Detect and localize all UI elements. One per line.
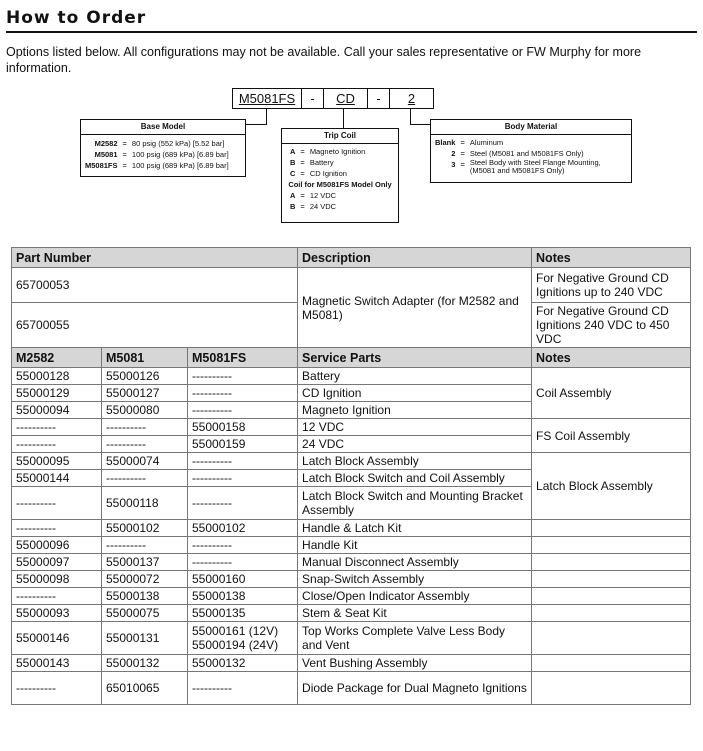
base-model-header: Base Model <box>81 120 245 135</box>
trip-coil-row: B = 24 VDC <box>290 202 337 211</box>
page-title: How to Order <box>6 8 147 28</box>
base-model-row: M2582 = 80 psig (552 kPa) [5.52 bar] <box>94 139 225 148</box>
body-material-header: Body Material <box>431 120 631 135</box>
table-subheader-row: M2582 M5081 M5081FS Service Parts Notes <box>12 348 691 368</box>
table-row: 55000098 55000072 55000160 Snap-Switch Assembly <box>12 571 691 588</box>
header-description: Description <box>298 248 532 268</box>
body-material-row: 3 = Steel Body with Steel Flange Mounting, (M5081 and M5081FS Only) <box>451 158 601 175</box>
table-row: 55000093 55000075 55000135 Stem & Seat Kit <box>12 605 691 622</box>
trip-coil-row: B = Battery <box>290 158 334 167</box>
table-row: 55000129 55000127 ---------- CD Ignition <box>12 385 691 402</box>
table-row: ---------- ---------- 55000158 12 VDC FS Coil Assembly <box>12 419 691 436</box>
code-coil: CD <box>323 88 368 109</box>
trip-coil-subheader: Coil for M5081FS Model Only <box>288 180 392 189</box>
body-material-box <box>430 119 632 183</box>
table-row: 55000096 ---------- ---------- Handle Kit <box>12 537 691 554</box>
connector-coil <box>343 109 344 128</box>
trip-coil-row: A = 12 VDC <box>290 191 337 200</box>
table-row: 55000144 ---------- ---------- Latch Block Switch and Coil Assembly <box>12 470 691 487</box>
table-row: ---------- 65010065 ---------- Diode Package for Dual Magneto Ignitions <box>12 672 691 705</box>
code-dash-2: - <box>367 88 390 109</box>
trip-coil-box <box>281 128 399 223</box>
body-material-row: Blank = Aluminum <box>435 138 504 147</box>
table-header-row <box>12 248 691 268</box>
table-row: ---------- 55000102 55000102 Handle & Latch Kit <box>12 520 691 537</box>
table-row: ---------- ---------- 55000159 24 VDC <box>12 436 691 453</box>
adapter-description: Magnetic Switch Adapter (for M2582 and M5081) <box>298 268 532 348</box>
title-divider <box>6 31 697 33</box>
table-row: 65700055 For Negative Ground CD Ignitions 240 VDC to 450 VDC <box>12 303 691 348</box>
code-dash-1: - <box>301 88 324 109</box>
table-row: 65700053 Magnetic Switch Adapter (for M2582 and M5081) For Negative Ground CD Ignitions up to 240 VDC <box>12 268 691 303</box>
header-part-number: Part Number <box>12 248 298 268</box>
body-material-row: 2 = Steel (M5081 and M5081FS Only) <box>451 149 584 158</box>
table-row: 55000143 55000132 55000132 Vent Bushing Assembly <box>12 655 691 672</box>
table-row: 55000094 55000080 ---------- Magneto Ignition <box>12 402 691 419</box>
intro-text: Options listed below. All configurations may not be available. Call your sales representative or FW Murphy for more information. <box>6 45 642 75</box>
base-model-row: M5081FS = 100 psig (689 kPa) [6.89 bar] <box>85 161 229 170</box>
base-model-row: M5081 = 100 psig (689 kPa) [6.89 bar] <box>94 150 229 159</box>
trip-coil-header: Trip Coil <box>282 129 398 144</box>
table-row: ---------- 55000118 ---------- Latch Block Switch and Mounting Bracket Assembly <box>12 487 691 520</box>
connector-base-vert <box>266 109 267 125</box>
table-row: ---------- 55000138 55000138 Close/Open Indicator Assembly <box>12 588 691 605</box>
table-row: 55000128 55000126 ---------- Battery Coil Assembly <box>12 368 691 385</box>
base-model-box <box>80 119 246 177</box>
notes-fs-coil-assembly: FS Coil Assembly <box>532 419 691 453</box>
notes-latch-block-assembly: Latch Block Assembly <box>532 453 691 520</box>
connector-body-vert <box>410 109 411 125</box>
table-row: 55000097 55000137 ---------- Manual Disconnect Assembly <box>12 554 691 571</box>
table-row: 55000146 55000131 55000161 (12V) 55000194 (24V) Top Works Complete Valve Less Body and Vent <box>12 622 691 655</box>
trip-coil-row: C = CD Ignition <box>290 169 347 178</box>
code-body: 2 <box>389 88 434 109</box>
notes-coil-assembly: Coil Assembly <box>532 368 691 419</box>
header-notes: Notes <box>532 248 691 268</box>
code-model: M5081FS <box>232 88 302 109</box>
table-row: 55000095 55000074 ---------- Latch Block Assembly Latch Block Assembly <box>12 453 691 470</box>
trip-coil-row: A = Magneto Ignition <box>290 147 366 156</box>
parts-table <box>11 247 691 705</box>
